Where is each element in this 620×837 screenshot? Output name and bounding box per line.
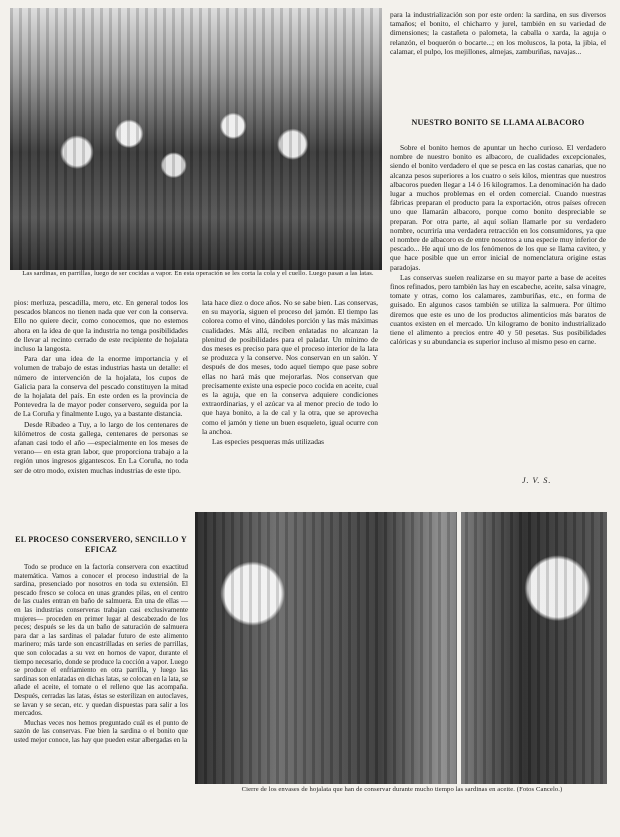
photo-can-sealing (195, 512, 607, 784)
paragraph: Desde Ribadeo a Tuy, a lo largo de los centenares de kilómetros de costa gallega, centenares de personas se afanan casi todo el año —especialmente en los meses de verano— en esta gran labor, que proporciona trabajo a la región unos ingresos gigantescos. En La Coruña, no toda ser de otro modo, existen muchas industrias de este tipo. (14, 419, 188, 475)
paragraph: pios: merluza, pescadilla, mero, etc. En general todos los pescados blancos no tienen nada que ver con la conserva. Ello no quiere decir, como conocemos, que no estemos ahora en la idea de que la industria no tenga posibilidades de llevar al recinto cerrado de este recipiente de hojalata incluso la langosta. (14, 298, 188, 354)
paragraph: Sobre el bonito hemos de apuntar un hecho curioso. El verdadero nombre de nuestro bonito es albacoro, de cualidades excepcionales, siendo el bonito verdadero el que se pesca en las costas canarias, que no alcanza pesos superiores a los cuatro o seis kilos, mientras que nuestros albacoros pueden llegar a 14 ó 16 kilogramos. La denominación ha dado lugar a muchos problemas en el orden comercial. Cuando nuestras fábricas preparan el producto para la exportación, otros países ofrecen uno que llamarán albacoro, porque como bonito despreciable se preparan. Por otra parte, al aquí solían llamarle por su verdadero nombre, ocurriría una verdadera retracción en los consumidores, ya que el nombre de albacoro es de entre nosotros a una especie muy inferior de pescado... He aquí uno de los fenómenos de los que se llama caviteo, y que hace posible que un error inicial de nomenclatura origine estas paradojas. (390, 143, 606, 272)
heading-proceso: EL PROCESO CONSERVERO, SENCILLO Y EFICAZ (15, 535, 187, 554)
paragraph: para la industrialización son por este orden: la sardina, en sus diversos tamaños; el bonito, el chicharro y jurel, también en su variedad de dimensiones; la castañeta o palometa, la caballa o xarda, la aguja o relanzón, el boquerón o bocarte...; en los moluscos, la pota, la jibia, el calamar, el pulpo, los mejillones, almejas, zamburiñas, navajas... (390, 10, 606, 56)
photo-sardines-grills (10, 8, 382, 270)
paragraph: lata hace diez o doce años. No se sabe bien. Las conservas, en su mayoría, siguen el proceso del jamón. El tiempo las colorea como el vino, dándoles porción y las más máximas cualidades. Más allá, reciben enlatadas no alcanzan la plenitud de posibilidades para el paladar. Un mínimo de dos meses es preciso para que el proceso interior de la lata se produzca y la conserve. Nos conservan en un salón. Y después de dos meses, todo aquel tiempo que pase sobre ellas no hará más que mejorarlas. Nos conservan que precisamente existe una especie poco cocida en aceite, cual es la aguja, que en la conserva adquiere condiciones extraordinarias, y el azúcar va al menor precio de todo lo que haya bonito, a la de cal y la otra, que se aprovecha como el jamón y tiene un buen esqueleto, igual ocurre con la anchoa. (202, 298, 378, 436)
caption-bottom: Cierre de los envases de hojalata que han de conservar durante mucho tiempo las sardinas en aceite. (Fotos Cancelo.) (241, 786, 563, 793)
column-right-top (390, 10, 606, 57)
column-right-bonito (390, 143, 606, 347)
column-left (14, 298, 188, 476)
paragraph: Para dar una idea de la enorme importancia y el volumen de trabajo de estas industrias hasta un detalle: el número de intervención de la hojalata, los cupos de Galicia para la conserva del pescado constituyen la mitad de la hojalata del país. En este orden es la provincia de Pontevedra la de mayor poder conservero, seguida por la de La Coruña y finalmente Lugo, ya a bastante distancia. (14, 354, 188, 419)
paragraph: Las especies pesqueras más utilizadas (212, 437, 325, 447)
column-middle (202, 298, 378, 447)
signature: J. V. S. (522, 476, 552, 485)
column-left-proceso (14, 563, 188, 745)
caption-top: Las sardinas, en parrillas, luego de ser cocidas a vapor. En esta operación se les corta la cola y el cuello. Luego pasan a las latas. (22, 270, 374, 277)
heading-bonito: NUESTRO BONITO SE LLAMA ALBACORO (411, 118, 585, 127)
paragraph: Todo se produce en la factoría conservera con exactitud matemática. Vamos a conocer el proceso industrial de la sardina, presenciado por nosotros en toda su extensión. El pescado fresco se coloca en unas grandes pilas, en el centro de las cuales entran en baño de salmuera. En una de ellas —en las industrias conserveras trabajan casi exclusivamente mujeres— proceden en primer lugar al descabezado de los peces; después se les da un baño de saturación de salmuera para dar a las sardinas el paladar futuro de este alimento marinero; más tarde son encastrilladas en series de parrillas, que son colocadas a su vez en hornos de vapor, durante el tiempo necesario, donde se produce la cocción a vapor. Luego se produce el enfriamiento en otra parrilla, y luego las sardinas son enlatadas en dichas latas, se colocan en la lata, se añade el aceite, el tomate o el relleno que las acompaña. Después, cerradas las latas, éstas se esterilizan en autoclaves, se lavan y se secan, etc. y quedan dispuestas para salir a los mercados. (14, 563, 188, 718)
paragraph: Muchas veces nos hemos preguntado cuál es el punto de sazón de las conservas. Fue bien la sardina o el bonito que usted mejor conoce, las hay que pueden estar albergadas en la (14, 718, 188, 744)
paragraph: Las conservas suelen realizarse en su mayor parte a base de aceites finos refinados, pero también las hay en escabeche, aceite, salsa vinagre, tomate y otras, como los calamares, zamburiñas, etc., en forma de guisado. En algunos casos también se utiliza la salmuera. Por último diremos que este es uno de los productos alimenticios más baratos de cuantos existen en el mercado. Un kilogramo de bonito industrializado tiene el alimento a precios entre 40 y 50 pesetas. Sus posibilidades calóricas y su abundancia es superior incluso al mismo peso en carne. (390, 272, 606, 347)
